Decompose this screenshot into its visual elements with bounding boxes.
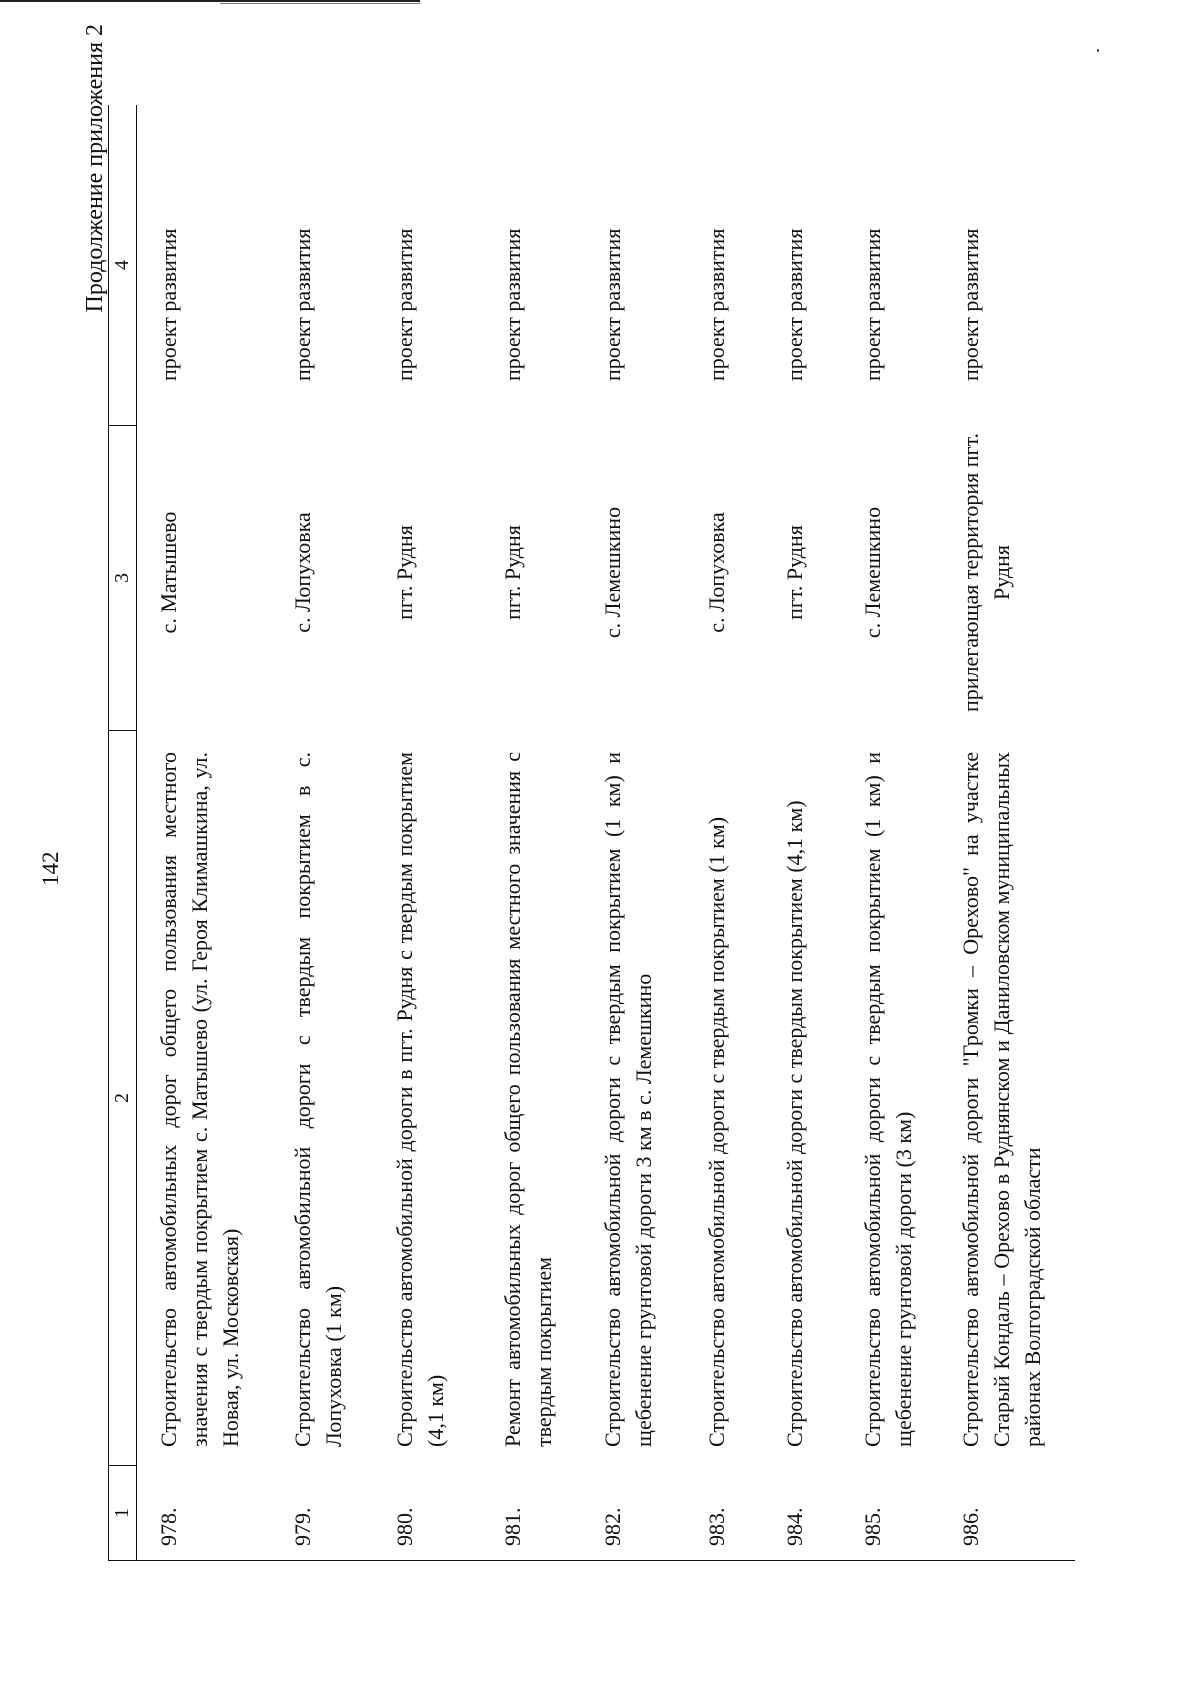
column-header: 3	[108, 425, 137, 730]
row-description: Строительство автомобильной дороги с твердым покрытием в с. Лопуховка (1 км)	[290, 752, 346, 1447]
row-number: 981.	[500, 1507, 525, 1546]
row-project-type: проект развития	[392, 228, 417, 381]
row-project-type: проект развития	[704, 228, 729, 381]
row-description: Строительство автомобильных дорог общего пользования местного значения с твердым покрытием с. Матышево (ул. Героя Климашкина, ул. Новая, ул. Московская)	[156, 752, 243, 1447]
row-project-type: проект развития	[290, 228, 315, 381]
continuation-heading: Продолжение приложения 2	[82, 24, 108, 313]
row-number: 984.	[782, 1507, 807, 1546]
row-description: Строительство автомобильной дороги с твердым покрытием (1 км) и щебенение грунтовой дороги 3 км в с. Лемешкино	[600, 752, 656, 1447]
column-header: 4	[108, 105, 137, 425]
row-location: с. Лопуховка	[704, 512, 729, 633]
row-description: Строительство автомобильной дороги с твердым покрытием (1 км)	[704, 816, 729, 1447]
row-description: Строительство автомобильной дороги с твердым покрытием (1 км) и щебенение грунтовой дороги (3 км)	[860, 752, 916, 1447]
row-number: 982.	[600, 1507, 625, 1546]
row-location: пгт. Рудня	[782, 525, 807, 620]
row-location: с. Лопуховка	[290, 512, 315, 633]
row-description: Строительство автомобильной дороги в пгт. Рудня с твердым покрытием (4,1 км)	[392, 752, 448, 1447]
row-project-type: проект развития	[782, 228, 807, 381]
row-number: 983.	[704, 1507, 729, 1546]
projects-table	[108, 105, 1075, 1561]
row-location: с. Матышево	[156, 511, 181, 634]
row-number: 985.	[860, 1507, 885, 1546]
row-project-type: проект развития	[500, 228, 525, 381]
row-location: с. Лемешкино	[600, 506, 625, 639]
row-project-type: проект развития	[600, 228, 625, 381]
column-header: 2	[108, 730, 137, 1465]
row-number: 986.	[958, 1507, 983, 1546]
page-number: 142	[38, 851, 63, 886]
row-description: Ремонт автомобильных дорог общего пользования местного значения с твердым покрытием	[500, 752, 556, 1447]
row-location: с. Лемешкино	[860, 506, 885, 639]
row-number: 978.	[156, 1507, 181, 1546]
column-header: 1	[108, 1465, 137, 1560]
row-project-type: проект развития	[958, 228, 983, 381]
row-description: Строительство автомобильной дороги "Громки – Орехово" на участке Старый Кондаль – Орехово в Руднянском и Даниловском муниципальных районах Волгоградской области	[958, 752, 1045, 1447]
row-location: прилегающая территория пгт. Рудня	[958, 433, 1014, 712]
row-number: 980.	[392, 1507, 417, 1546]
row-number: 979.	[290, 1507, 315, 1546]
row-project-type: проект развития	[860, 228, 885, 381]
row-location: пгт. Рудня	[500, 525, 525, 620]
row-project-type: проект развития	[156, 228, 181, 381]
row-description: Строительство автомобильной дороги с твердым покрытием (4,1 км)	[782, 800, 807, 1447]
row-location: пгт. Рудня	[392, 525, 417, 620]
